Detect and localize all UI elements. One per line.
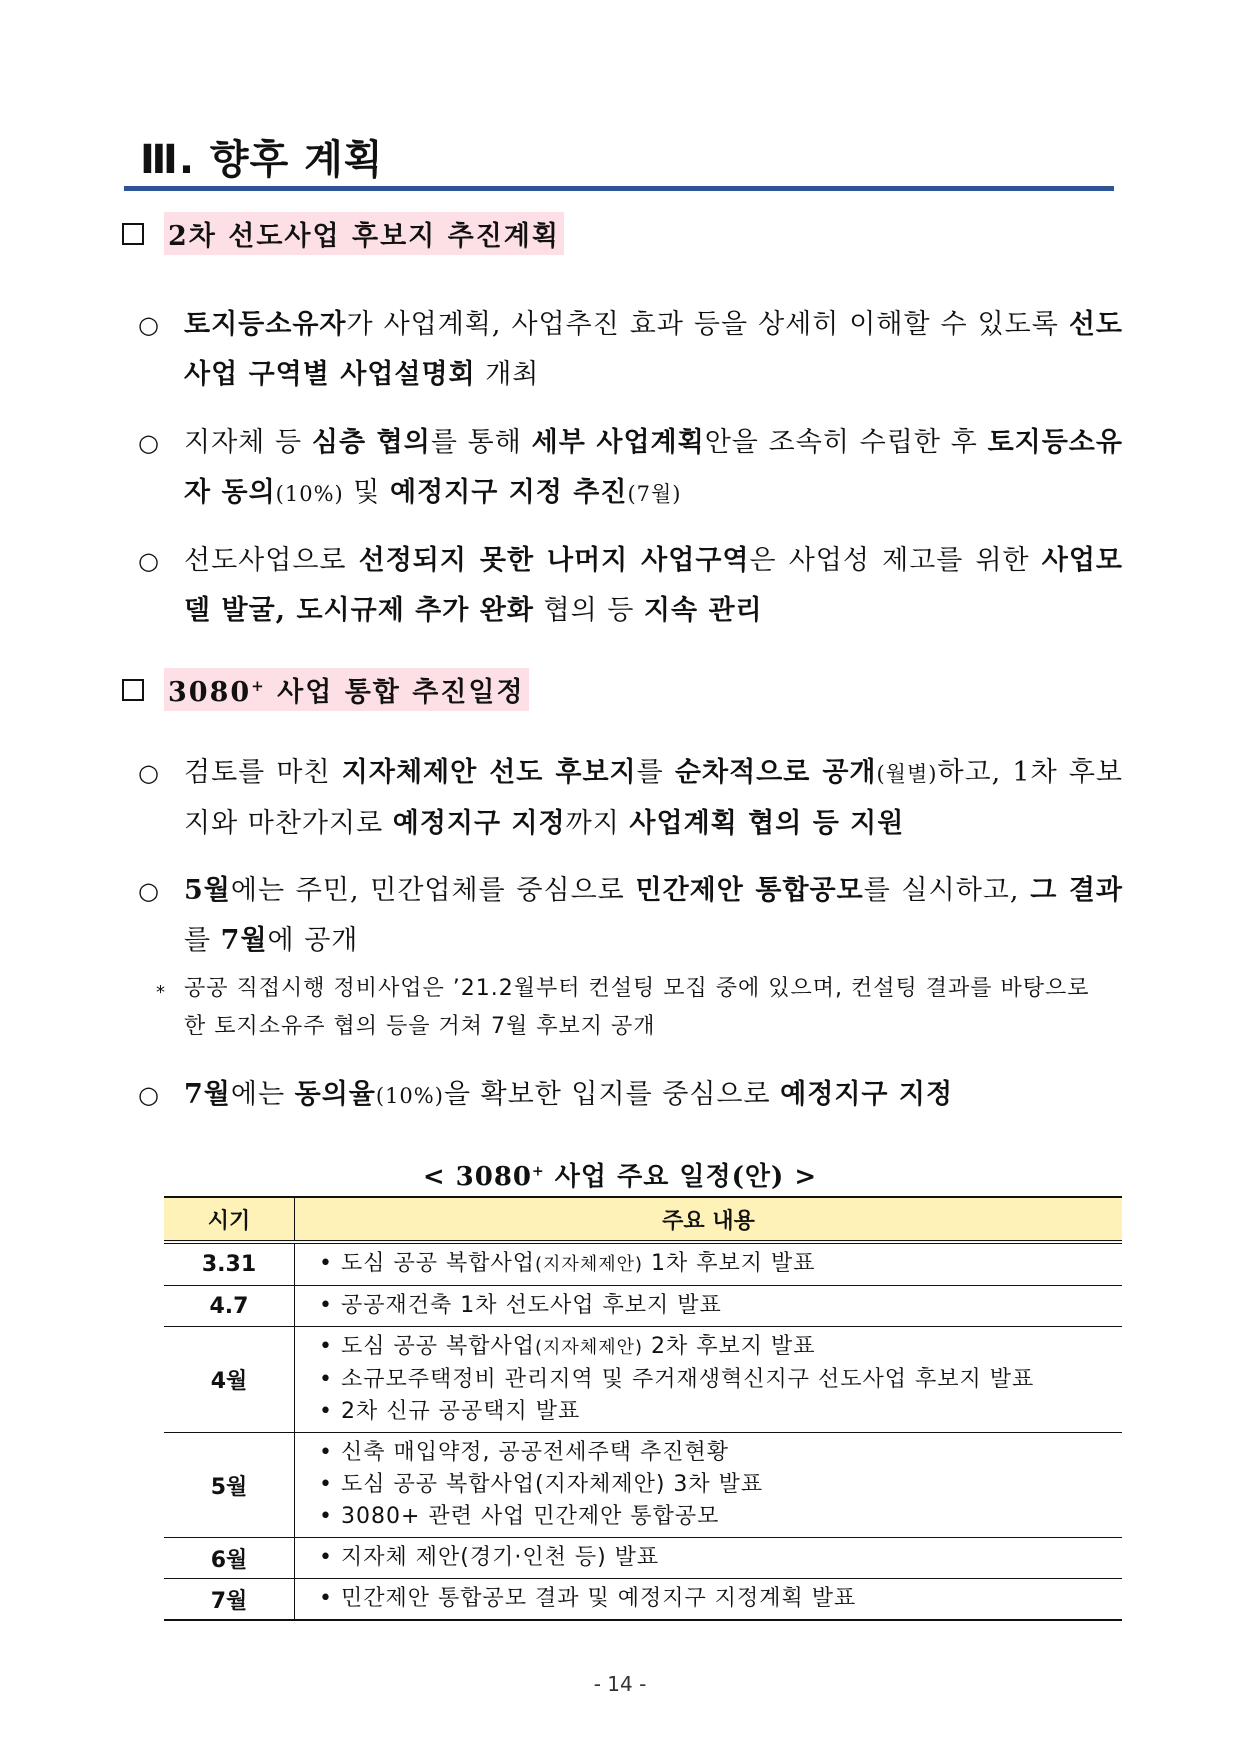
text-segment: (지자체제안): [535, 1254, 644, 1275]
text-segment: 안을 조속히 수립한 후: [704, 427, 988, 458]
text-segment: 에는: [230, 1079, 295, 1110]
bullet-text: [184, 1070, 1123, 1121]
content-item: [319, 1583, 1122, 1615]
text-segment: 도심 공공 복합사업(지자체제안) 3차 발표: [341, 1472, 764, 1497]
bold-text: 동의율: [294, 1079, 376, 1110]
footnote: [156, 970, 1116, 1046]
text-segment: 에는 주민, 민간업체를 중심으로: [230, 875, 636, 906]
checkbox-square-icon: [122, 679, 144, 701]
content-item: [319, 1396, 1122, 1428]
period-cell: 4월: [164, 1327, 295, 1433]
table-row: [164, 1286, 1122, 1327]
text-segment: 을 확보한 입지를 중심으로: [443, 1079, 781, 1110]
table-row: [164, 1433, 1122, 1538]
text-segment: 협의 등: [533, 595, 644, 626]
content-cell: [295, 1538, 1123, 1579]
bold-text: 토지등소유자 동의: [184, 427, 1123, 508]
subheading-candidate-plan: [122, 212, 564, 255]
period-cell: 3.31: [164, 1242, 295, 1286]
circle-bullet-icon: ○: [138, 311, 159, 339]
table-caption: < 3080+ 사업 주요 일정(안) >: [422, 1162, 818, 1192]
text-segment: 를 통해: [430, 427, 532, 458]
text-segment: 를: [184, 925, 221, 956]
table-row: [164, 1579, 1122, 1621]
circle-bullet-icon: ○: [138, 547, 159, 575]
text-segment: 3080+ 관련 사업 민간제안 통합공모: [341, 1504, 720, 1529]
bullet-text: [184, 300, 1123, 400]
content-item: [319, 1501, 1122, 1533]
header-period: 시기: [164, 1197, 295, 1242]
table-row: [164, 1242, 1122, 1286]
table-body: [164, 1242, 1122, 1620]
text-segment: 개최: [475, 359, 540, 390]
content-cell: [295, 1242, 1123, 1286]
text-segment: 공공재건축 1차 선도사업 후보지 발표: [341, 1293, 722, 1318]
circle-bullet-icon: ○: [138, 1081, 159, 1109]
circle-bullet-icon: ○: [138, 429, 159, 457]
text-segment: 2차 후보지 발표: [643, 1334, 816, 1359]
section-title: Ⅲ. 향후 계획: [140, 137, 384, 183]
bold-text: 예정지구 지정 추진: [389, 477, 628, 508]
text-segment: (10%): [375, 1084, 444, 1108]
bullet-text: [184, 536, 1123, 636]
dot-bullet-icon: •: [319, 1399, 333, 1424]
bullet-item: [138, 866, 1123, 966]
dot-bullet-icon: •: [319, 1251, 333, 1276]
text-segment: 선도사업으로: [184, 545, 359, 576]
period-cell: 4.7: [164, 1286, 295, 1327]
content-item: [319, 1290, 1122, 1322]
bold-text: 그 결과: [1030, 875, 1123, 906]
header-content: 주요 내용: [295, 1197, 1123, 1242]
text-segment: 검토를 마친: [184, 757, 342, 788]
text-segment: 가 사업계획, 사업추진 효과 등을 상세히 이해할 수 있도록: [346, 309, 1069, 340]
bold-text: 지속 관리: [643, 595, 763, 626]
bullet-item: [138, 418, 1123, 519]
bullet-item: [138, 1070, 1123, 1121]
dot-bullet-icon: •: [319, 1586, 333, 1611]
subheading-3080-schedule: [122, 668, 529, 711]
text-segment: 지자체 등: [184, 427, 312, 458]
content-item: [319, 1331, 1122, 1364]
text-segment: 도심 공공 복합사업: [341, 1251, 536, 1276]
asterisk-icon: *: [156, 982, 165, 1003]
bold-text: 토지등소유자: [184, 309, 347, 340]
bold-text: 심층 협의: [311, 427, 431, 458]
content-item: [319, 1437, 1122, 1469]
dot-bullet-icon: •: [319, 1334, 333, 1359]
schedule-table: [164, 1196, 1122, 1621]
checkbox-square-icon: [122, 223, 144, 245]
text-segment: 도심 공공 복합사업: [341, 1334, 536, 1359]
text-segment: (7월): [627, 482, 682, 506]
text-segment: 까지: [565, 808, 630, 839]
content-item: [319, 1469, 1122, 1501]
bullet-text: [184, 748, 1123, 849]
dot-bullet-icon: •: [319, 1545, 333, 1570]
content-cell: [295, 1286, 1123, 1327]
text-segment: (지자체제안): [535, 1337, 644, 1358]
text-segment: 를 실시하고,: [863, 875, 1031, 906]
content-item: [319, 1248, 1122, 1281]
table-row: [164, 1327, 1122, 1433]
bold-text: 민간제안 통합공모: [635, 875, 864, 906]
bold-text: 예정지구 지정: [392, 808, 566, 839]
subheading-text: 3080+ 사업 통합 추진일정: [164, 668, 529, 711]
circle-bullet-icon: ○: [138, 759, 159, 787]
table-header-row: [164, 1197, 1122, 1242]
dot-bullet-icon: •: [319, 1293, 333, 1318]
table-row: [164, 1538, 1122, 1579]
text-segment: 지자체 제안(경기·인천 등) 발표: [341, 1545, 660, 1570]
subheading-text: 2차 선도사업 후보지 추진계획: [164, 212, 564, 255]
footnote-text: 공공 직접시행 정비사업은 ’21.2월부터 컨설팅 모집 중에 있으며, 컨설팅 결과를 바탕으로 한 토지소유주 협의 등을 거쳐 7월 후보지 공개: [184, 976, 1090, 1039]
bold-text: 지자체제안 선도 후보지: [341, 757, 637, 788]
bold-text: 선정되지 못한 나머지 사업구역: [358, 545, 750, 576]
bullet-item: [138, 748, 1123, 849]
text-segment: 및: [343, 477, 390, 508]
bullet-text: [184, 866, 1123, 966]
period-cell: 6월: [164, 1538, 295, 1579]
content-cell: [295, 1433, 1123, 1538]
section-divider: [124, 186, 1114, 191]
text-segment: 에 공개: [267, 925, 359, 956]
text-segment: (10%): [275, 482, 344, 506]
dot-bullet-icon: •: [319, 1472, 333, 1497]
dot-bullet-icon: •: [319, 1504, 333, 1529]
bold-text: 5월: [184, 875, 231, 906]
bullet-text: [184, 418, 1123, 519]
bullet-item: [138, 300, 1123, 400]
bold-text: 7월: [220, 925, 268, 956]
text-segment: 민간제안 통합공모 결과 및 예정지구 지정계획 발표: [341, 1586, 857, 1611]
content-item: [319, 1364, 1122, 1396]
text-segment: 소규모주택정비 관리지역 및 주거재생혁신지구 선도사업 후보지 발표: [341, 1367, 1035, 1392]
bold-text: 예정지구 지정: [780, 1079, 954, 1110]
text-segment: (월별): [876, 762, 938, 786]
content-item: [319, 1542, 1122, 1574]
dot-bullet-icon: •: [319, 1367, 333, 1392]
text-segment: 하고, 1차 후보지와 마찬가지로: [184, 757, 1123, 839]
bullet-item: [138, 536, 1123, 636]
dot-bullet-icon: •: [319, 1440, 333, 1465]
text-segment: 를: [636, 757, 675, 788]
text-segment: 신축 매입약정, 공공전세주택 추진현황: [341, 1440, 730, 1465]
bold-text: 사업계획 협의 등 지원: [629, 808, 905, 839]
bold-text: 순차적으로 공개: [674, 757, 877, 788]
bold-text: 7월: [184, 1079, 231, 1110]
text-segment: 2차 신규 공공택지 발표: [341, 1399, 581, 1424]
bold-text: 선도사업 구역별 사업설명회: [184, 309, 1123, 390]
period-cell: 7월: [164, 1579, 295, 1621]
bold-text: 사업모델 발굴, 도시규제 추가 완화: [184, 545, 1123, 626]
period-cell: 5월: [164, 1433, 295, 1538]
content-cell: [295, 1579, 1123, 1621]
circle-bullet-icon: ○: [138, 877, 159, 905]
page-number: - 14 -: [593, 1672, 647, 1696]
text-segment: 1차 후보지 발표: [643, 1251, 816, 1276]
bold-text: 세부 사업계획: [531, 427, 705, 458]
content-cell: [295, 1327, 1123, 1433]
text-segment: 은 사업성 제고를 위한: [749, 545, 1042, 576]
